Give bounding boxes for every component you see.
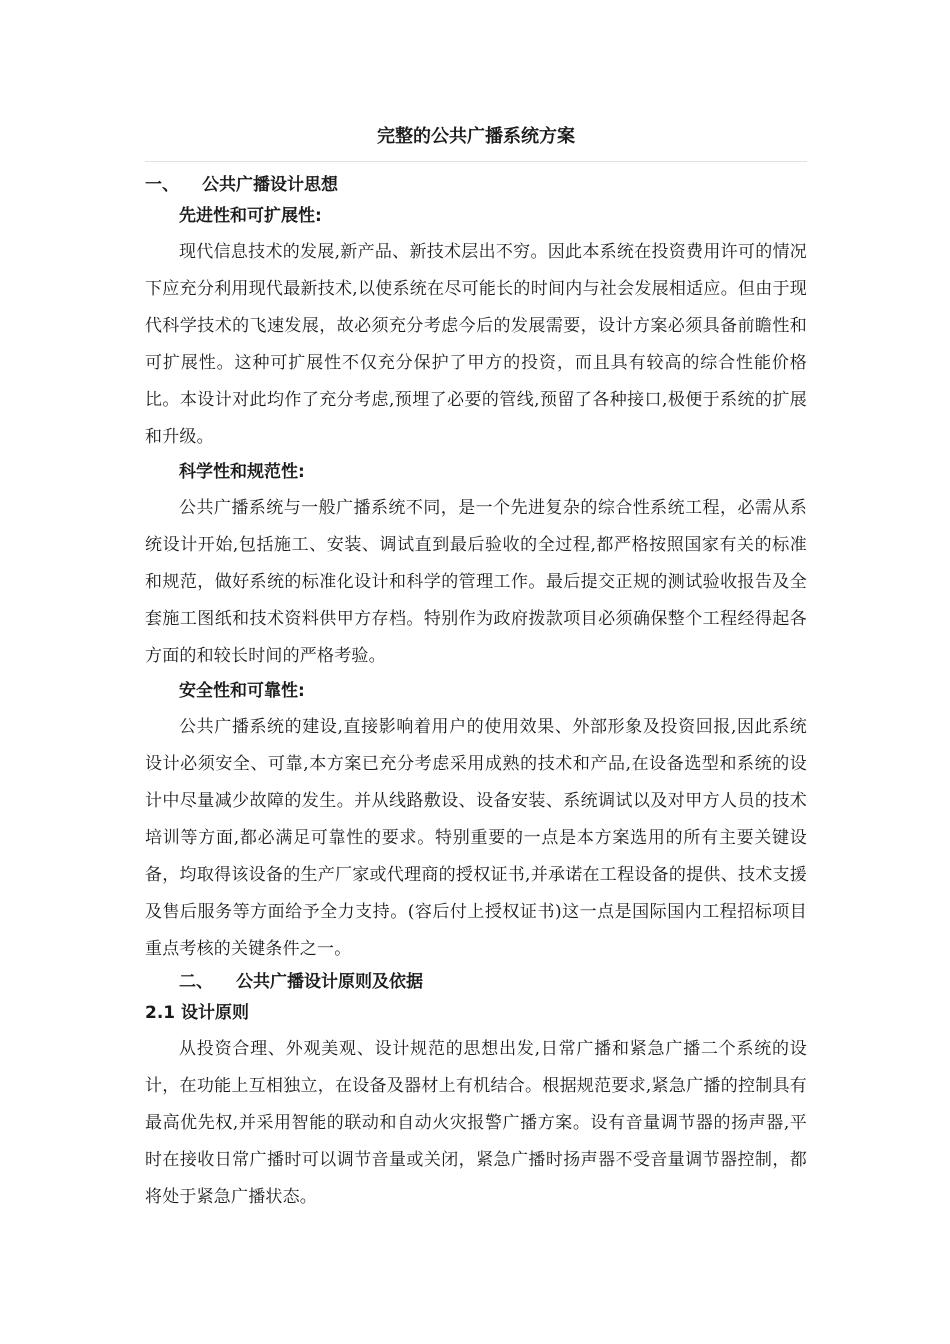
section-number: 一、 xyxy=(145,175,179,195)
paragraph-scientific-standard: 公共广播系统与一般广播系统不同，是一个先进复杂的综合性系统工程，必需从系统设计开始,包括施工、安装、调试直到最后验收的全过程,都严格按照国家有关的标准和规范，做好系统的标准化设计和科学的管理工作。最后提交正规的测试验收报告及全套施工图纸和技术资料供甲方存档。特别作为政府拨款项目必须确保整个工程经得起各方面的和较长时间的严格考验。 xyxy=(145,498,807,666)
document-title: 完整的公共广播系统方案 xyxy=(377,126,575,147)
subheading-scientific-standard: 科学性和规范性: xyxy=(179,462,305,482)
subheading-design-principles: 2.1 设计原则 xyxy=(145,1003,250,1023)
paragraph-safety-reliability: 公共广播系统的建设,直接影响着用户的使用效果、外部形象及投资回报,因此系统设计必须安全、可靠,本方案已充分考虑采用成熟的技术和产品,在设备选型和系统的设计中尽量减少故障的发生。并从线路敷设、设备安装、系统调试以及对甲方人员的技术培训等方面,都必满足可靠性的要求。特别重要的一点是本方案选用的所有主要关键设备，均取得该设备的生产厂家或代理商的授权证书,并承诺在工程设备的提供、技术支援及售后服务等方面给予全力支持。(容后付上授权证书)这一点是国际国内工程招标项目重点考核的关键条件之一。 xyxy=(145,717,807,959)
subheading-safety-reliability: 安全性和可靠性: xyxy=(179,681,305,701)
subheading-advanced-scalable: 先进性和可扩展性: xyxy=(179,206,322,226)
section-title: 公共广播设计思想 xyxy=(202,175,338,195)
paragraph-design-principles: 从投资合理、外观美观、设计规范的思想出发,日常广播和紧急广播二个系统的设计，在功能上互相独立，在设备及器材上有机结合。根据规范要求,紧急广播的控制具有最高优先权,并采用智能的联动和自动火灾报警广播方案。设有音量调节器的扬声器,平时在接收日常广播时可以调节音量或关闭，紧急广播时扬声器不受音量调节器控制，都将处于紧急广播状态。 xyxy=(145,1039,807,1207)
title-divider xyxy=(145,161,807,162)
section-heading-2 xyxy=(145,968,807,996)
section-heading-1 xyxy=(145,171,807,199)
paragraph-advanced-scalable: 现代信息技术的发展,新产品、新技术层出不穷。因此本系统在投资费用许可的情况下应充分利用现代最新技术,以使系统在尽可能长的时间内与社会发展相适应。但由于现代科学技术的飞速发展，故必须充分考虑今后的发展需要，设计方案必须具备前瞻性和可扩展性。这种可扩展性不仅充分保护了甲方的投资，而且具有较高的综合性能价格比。本设计对此均作了充分考虑,预埋了必要的管线,预留了各种接口,极便于系统的扩展和升级。 xyxy=(145,242,807,447)
document-page xyxy=(145,122,807,1216)
section-title: 公共广播设计原则及依据 xyxy=(236,972,423,992)
section-number: 二、 xyxy=(179,972,213,992)
